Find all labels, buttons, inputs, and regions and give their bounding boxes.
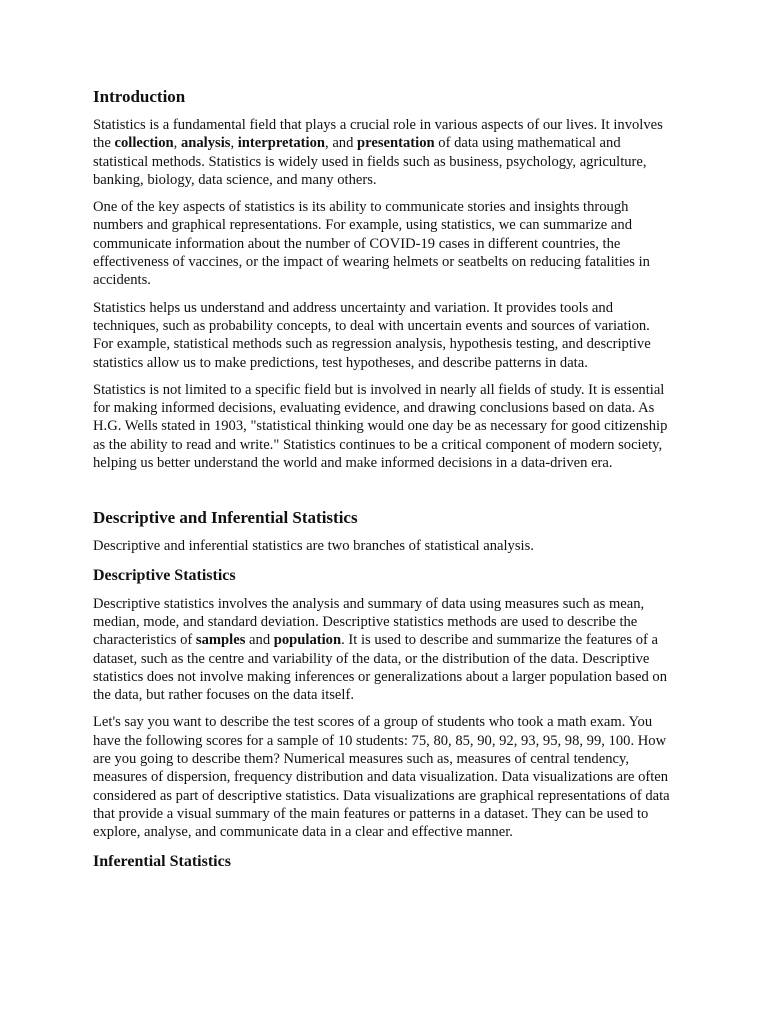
heading-descriptive-inferential: Descriptive and Inferential Statistics	[93, 508, 358, 528]
bold-term-analysis: analysis	[180, 135, 231, 152]
heading-descriptive-statistics: Descriptive Statistics	[93, 566, 236, 584]
descriptive-paragraph-2: Let's say you want to describe the test scores of a group of students who took a math exam. You have the following scores for a sample of 10 students: 75, 80, 85, 90, 92, 93, 95, 98, 99, 100. How are you going to describe them? Numerical measures such as, measures of central tendency, measures of dispersion, frequency distribution and data visualization. Data visualizations are often considered as part of descriptive statistics. Data visualizations are graphical representations of data that provide a visual summary of the main features or patterns in a dataset. They can be used to explore, analyse, and communicate data in a clear and effective manner.	[93, 714, 670, 841]
bold-term-collection: collection	[114, 135, 174, 152]
desc-inf-paragraph-1: Descriptive and inferential statistics are two branches of statistical analysis.	[93, 538, 534, 555]
text-run: Descriptive statistics involves the analysis and summary of data using measures such as mean, median, mode, and standard deviation. Descriptive statistics methods are used to describe the characteristics of	[93, 595, 645, 649]
section-spacer	[93, 481, 672, 507]
bold-term-interpretation: interpretation	[237, 135, 326, 152]
bold-term-samples: samples	[195, 632, 246, 649]
intro-paragraph-3: Statistics helps us understand and address uncertainty and variation. It provides tools and techniques, such as probability concepts, to deal with uncertain events and sources of variation. For example, statistical methods such as regression analysis, hypothesis testing, and descriptive statistics allow us to make predictions, test hypotheses, and describe patterns in data.	[93, 299, 651, 371]
text-run: . It is used to describe and summarize the features of a dataset, such as the centre and variability of the data, or the distribution of the data. Descriptive statistics does not involve making inferences or generalizations about a larger population based on the data, but rather focuses on the data itself.	[93, 632, 667, 704]
intro-paragraph-4: Statistics is not limited to a specific field but is involved in nearly all fields of study. It is essential for making informed decisions, evaluating evidence, and drawing conclusions based on data. As H.G. Wells stated in 1903, "statistical thinking would one day be as necessary for good citizenship as the ability to read and write." Statistics continues to be a critical component of modern society, helping us better understand the world and make informed decisions in a data-driven era.	[93, 381, 668, 472]
text-run: ,	[230, 135, 238, 152]
bold-term-population: population	[273, 632, 342, 649]
bold-term-presentation: presentation	[357, 135, 435, 152]
intro-paragraph-2: One of the key aspects of statistics is its ability to communicate stories and insights through numbers and graphical representations. For example, using statistics, we can summarize and communicate information about the number of COVID-19 cases in different countries, the effectiveness of vaccines, or the impact of wearing helmets or seatbelts on reducing fatalities in accidents.	[93, 199, 650, 289]
heading-inferential-statistics: Inferential Statistics	[93, 852, 231, 870]
heading-introduction: Introduction	[93, 87, 186, 106]
descriptive-paragraph-1	[93, 595, 672, 705]
text-run: ,	[173, 135, 181, 152]
intro-paragraph-1	[93, 116, 672, 189]
text-run: of data using mathematical and statistical methods. Statistics is widely used in fields such as business, psychology, agriculture, banking, biology, data science, and many others.	[93, 135, 647, 188]
text-run: , and	[325, 135, 358, 152]
text-run: Statistics is a fundamental field that plays a crucial role in various aspects of our lives. It involves the	[93, 117, 663, 152]
text-run: and	[245, 632, 274, 649]
